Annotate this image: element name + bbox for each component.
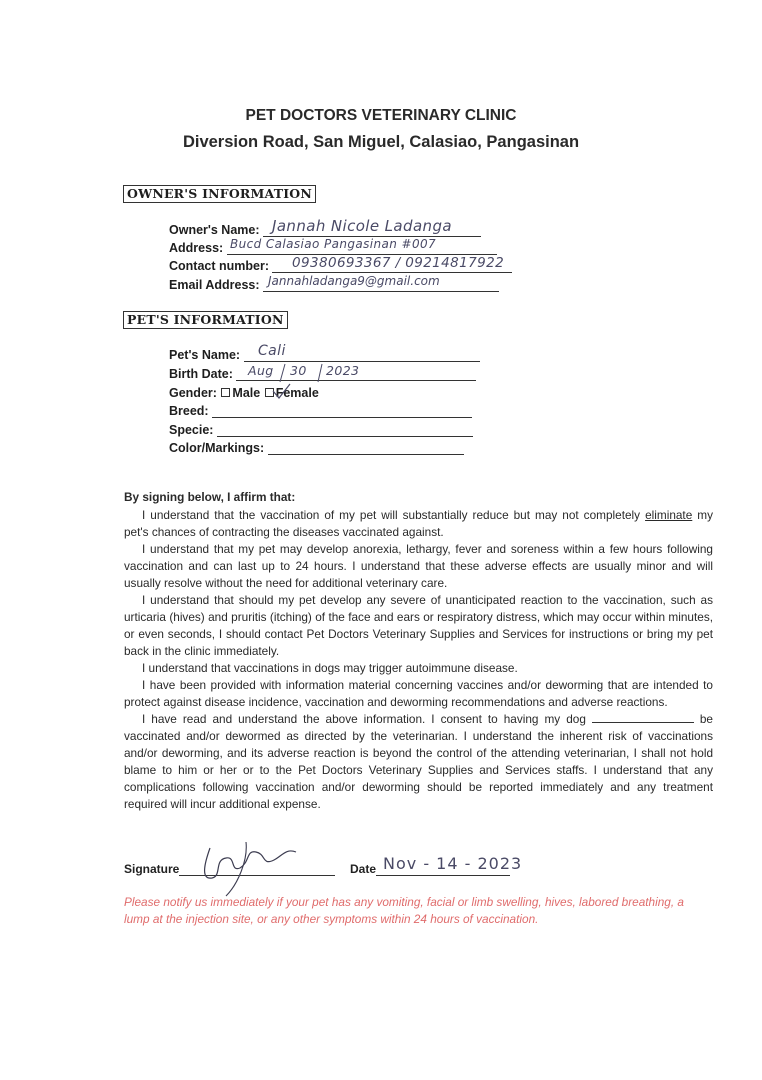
consent-p1-underlined: eliminate [645,508,693,522]
gender-female-label: Female [275,386,319,400]
owner-address-label: Address: [169,241,224,255]
consent-p6-b: be vaccinated and/or dewormed as directed by the veterinarian. I understand the inherent risk of vaccinations and/or deworming, and its adverse reaction is beyond the control of the attending veterinarian, I shall not hold blame to him or her or to the Pet Doctors Veterinary Supplies and Services staffs. I understand that any complications following vaccination and/or deworming should be reported immediately and any treatment required will incur additional expense. [124,712,713,811]
owner-email-value: Jannahladanga9@gmail.com [268,274,440,288]
pet-birth-month: Aug [248,363,274,378]
pet-name-value: Cali [258,343,286,359]
owner-address-value: Bucd Calasiao Pangasinan #007 [230,237,437,251]
consent-p1-b: my pet's chances of contracting the diseases vaccinated against. [124,508,713,539]
owner-name-label: Owner's Name: [169,223,260,237]
clinic-name: PET DOCTORS VETERINARY CLINIC [245,107,517,124]
owner-section-title: OWNER'S INFORMATION [123,185,316,203]
consent-lead: By signing below, I affirm that: [124,490,296,504]
consent-p6-a: I have read and understand the above information. I consent to having my dog [142,712,592,726]
gender-male-label: Male [232,386,261,400]
pet-name-label: Pet's Name: [169,348,241,362]
pet-specie-label: Specie: [169,423,214,437]
consent-p1-a: I understand that the vaccination of my pet will substantially reduce but may not completely [142,508,646,522]
clinic-address: Diversion Road, San Miguel, Calasiao, Pangasinan [182,133,580,151]
date-label: Date [350,862,377,876]
pet-birth-day: 30 [290,363,307,378]
pet-color-label: Color/Markings: [169,441,265,455]
owner-contact-label: Contact number: [169,259,269,273]
owner-name-value: Jannah Nicole Ladanga [272,217,452,235]
consent-paragraph-3: I understand that should my pet develop any severe of unanticipated reaction to the vaccination, such as urticaria (hives) and pruritis (itching) of the face and ears or respiratory distress, which may occur within minutes, or even seconds, I should contact Pet Doctors Veterinary Supplies and Services for instructions or bring my pet back in the clinic immediately. [124,593,713,658]
owner-email-label: Email Address: [169,278,260,292]
vaccination-notice: Please notify us immediately if your pet has any vomiting, facial or limb swelling, hives, labored breathing, a lump at the injection site, or any other symptoms within 24 hours of vaccination. [124,895,684,926]
pet-breed-label: Breed: [169,404,209,418]
pet-birth-label: Birth Date: [169,367,233,381]
consent-paragraph-4: I understand that vaccinations in dogs may trigger autoimmune disease. [142,661,518,675]
signature-label: Signature [124,862,180,876]
consent-paragraph-5: I have been provided with information material concerning vaccines and/or deworming that are intended to protect against disease incidence, vaccination and deworming recommendations and adverse reactions. [124,678,713,709]
pet-birth-year: 2023 [326,363,360,378]
consent-paragraph-2: I understand that my pet may develop anorexia, lethargy, fever and soreness within a few hours following vaccination and can last up to 24 hours. I understand that these adverse effects are usually minor and will usually resolve without the need for additional veterinary care. [124,542,713,590]
date-value: Nov - 14 - 2023 [383,854,523,873]
pet-gender-label: Gender: [169,386,217,400]
pet-section-title: PET'S INFORMATION [123,311,288,329]
owner-contact-value: 09380693367 / 09214817922 [292,255,505,271]
